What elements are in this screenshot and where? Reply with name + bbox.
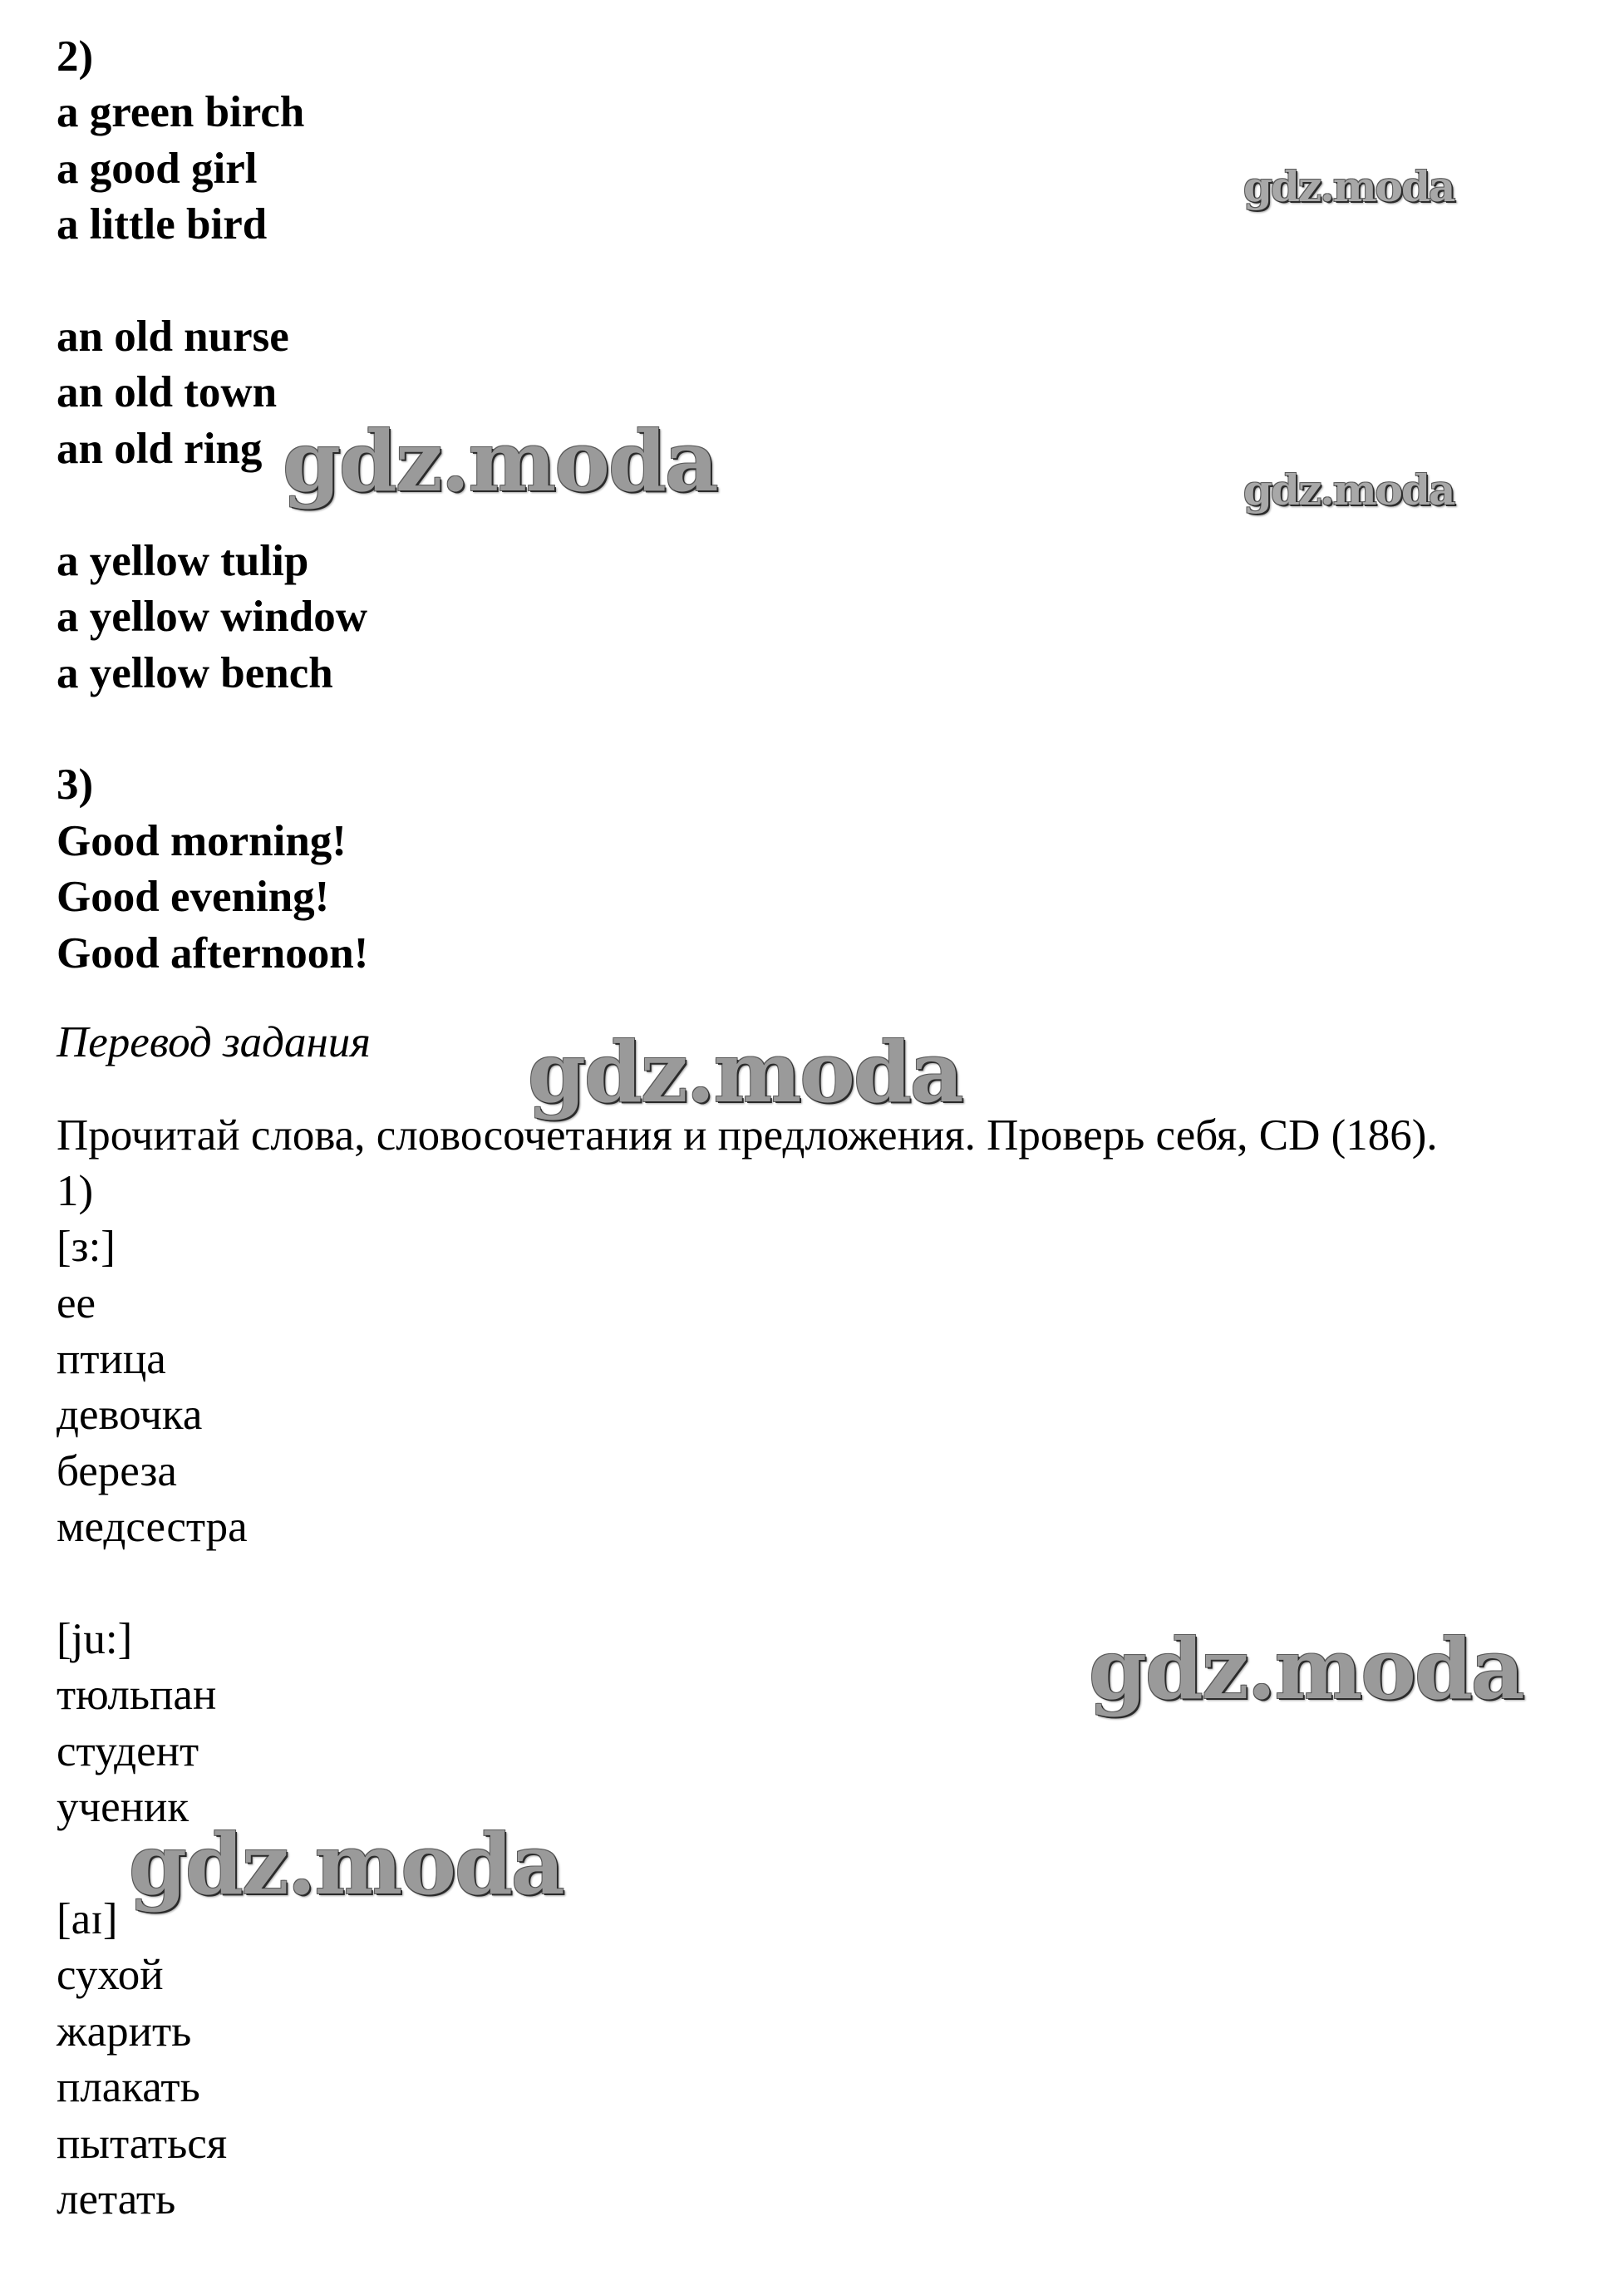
watermark: gdz.moda: [1089, 1620, 1523, 1718]
sound-label: [ju:]: [57, 1615, 133, 1663]
word-line: жарить: [57, 2007, 192, 2056]
sound-label: [aɪ]: [57, 1895, 118, 1943]
greeting-line: Good morning!: [57, 817, 347, 865]
watermark: gdz.moda: [1243, 465, 1454, 515]
section-2-heading: 2): [57, 32, 94, 81]
translation-instruction: Прочитай слова, словосочетания и предложения. Проверь себя, CD (186).: [57, 1111, 1438, 1160]
word-line: ее: [57, 1279, 96, 1327]
word-line: сухой: [57, 1951, 164, 1999]
translation-title: Перевод задания: [57, 1018, 371, 1066]
phrase-line: a good girl: [57, 145, 258, 193]
word-line: летать: [57, 2175, 176, 2223]
phrase-line: a yellow window: [57, 593, 367, 641]
greeting-line: Good evening!: [57, 873, 330, 921]
watermark: gdz.moda: [283, 412, 717, 510]
word-line: девочка: [57, 1391, 203, 1439]
phrase-line: a green birch: [57, 88, 305, 136]
word-line: студент: [57, 1727, 199, 1775]
word-line: медсестра: [57, 1503, 248, 1551]
word-line: плакать: [57, 2063, 200, 2111]
section-3-heading: 3): [57, 761, 94, 809]
phrase-line: an old ring: [57, 425, 263, 473]
part-1-heading: 1): [57, 1167, 94, 1215]
watermark: gdz.moda: [528, 1023, 962, 1121]
watermark: gdz.moda: [129, 1815, 563, 1913]
word-line: береза: [57, 1447, 177, 1495]
phrase-line: a yellow tulip: [57, 537, 309, 585]
word-line: тюльпан: [57, 1671, 217, 1719]
greeting-line: Good afternoon!: [57, 929, 369, 977]
word-line: пытаться: [57, 2120, 228, 2168]
phrase-line: an old town: [57, 368, 278, 416]
phrase-line: a little bird: [57, 200, 268, 249]
word-line: птица: [57, 1335, 166, 1383]
phrase-line: a yellow bench: [57, 649, 333, 697]
phrase-line: an old nurse: [57, 313, 289, 361]
word-line: ученик: [57, 1783, 189, 1831]
sound-label: [з:]: [57, 1223, 116, 1271]
watermark: gdz.moda: [1243, 162, 1454, 211]
